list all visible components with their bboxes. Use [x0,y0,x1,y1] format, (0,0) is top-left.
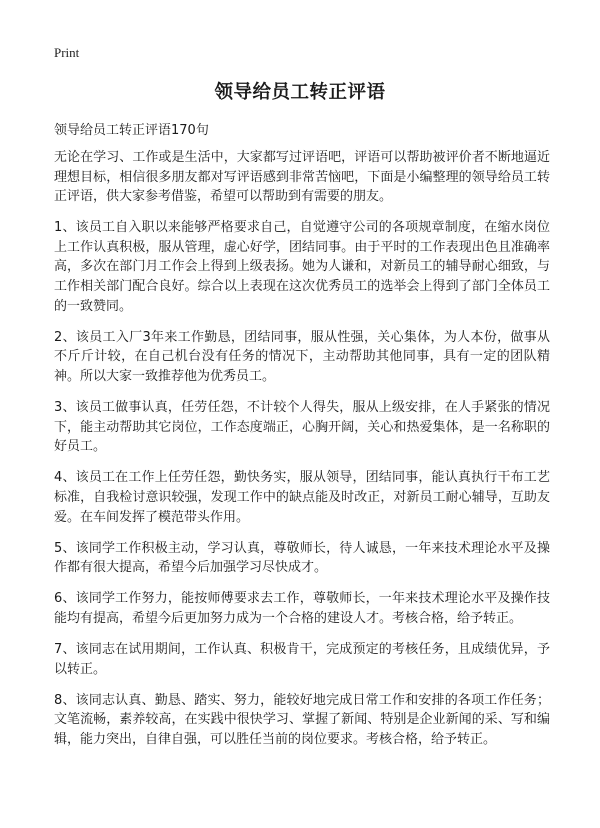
comment-paragraph-8: 8、该同志认真、勤恳、踏实、努力，能较好地完成日常工作和安排的各项工作任务；文笔流畅，素养较高，在实践中很快学习、掌握了新闻、特别是企业新闻的采、写和编辑，能力突出，自律自强，可以胜任当前的岗位要求。考核合格，给予转正。 [54,692,550,747]
comment-paragraph-1: 1、该员工自入职以来能够严格要求自己，自觉遵守公司的各项规章制度，在缩水岗位上工作认真积极，服从管理，虚心好学，团结同事。由于平时的工作表现出色且准确率高，多次在部门月工作会上得到上级表扬。她为人谦和，对新员工的辅导耐心细致，与工作相关部门配合良好。综合以上表现在这次优秀员工的选举会上得到了部门全体员工的一致赞同。 [54,220,550,314]
article-body [54,148,550,761]
comment-paragraph-2: 2、该员工入厂3年来工作勤恳，团结同事，服从性强，关心集体，为人本份，做事从不斤斤计较，在自己机台没有任务的情况下，主动帮助其他同事，具有一定的团队精神。所以大家一致推荐他为优秀员工。 [54,329,550,384]
comment-paragraph-6: 6、该同学工作努力，能按师傅要求去工作，尊敬师长，一年来技术理论水平及操作技能均有提高，希望今后更加努力成为一个合格的建设人才。考核合格，给予转正。 [54,591,550,626]
comment-paragraph-3: 3、该员工做事认真，任劳任怨，不计较个人得失，服从上级安排，在人手紧张的情况下，能主动帮助其它岗位，工作态度端正，心胸开阔，关心和热爱集体，是一名称职的好员工。 [54,400,550,455]
comment-paragraph-4: 4、该员工在工作上任劳任怨，勤快务实，服从领导，团结同事，能认真执行干布工艺标准，自我检讨意识较强，发现工作中的缺点能及时改正，对新员工耐心辅导，互助友爱。在车间发挥了模范带头作用。 [54,470,550,525]
comment-paragraph-5: 5、该同学工作积极主动，学习认真，尊敬师长，待人诚恳，一年来技术理论水平及操作都有很大提高，希望今后加强学习尽快成才。 [54,540,550,576]
page-title: 领导给员工转正评语 [214,82,386,103]
intro-paragraph: 无论在学习、工作或是生活中，大家都写过评语吧，评语可以帮助被评价者不断地逼近理想目标，相信很多朋友都对写评语感到非常苦恼吧，下面是小编整理的领导给员工转正评语，供大家参考借鉴，希望可以帮助到有需要的朋友。 [54,150,550,205]
print-link[interactable]: Print [54,45,80,60]
comment-paragraph-7: 7、该同志在试用期间，工作认真、积极肯干，完成预定的考核任务，且成绩优异，予以转正。 [54,641,550,677]
document-subtitle: 领导给员工转正评语170句 [54,123,209,138]
